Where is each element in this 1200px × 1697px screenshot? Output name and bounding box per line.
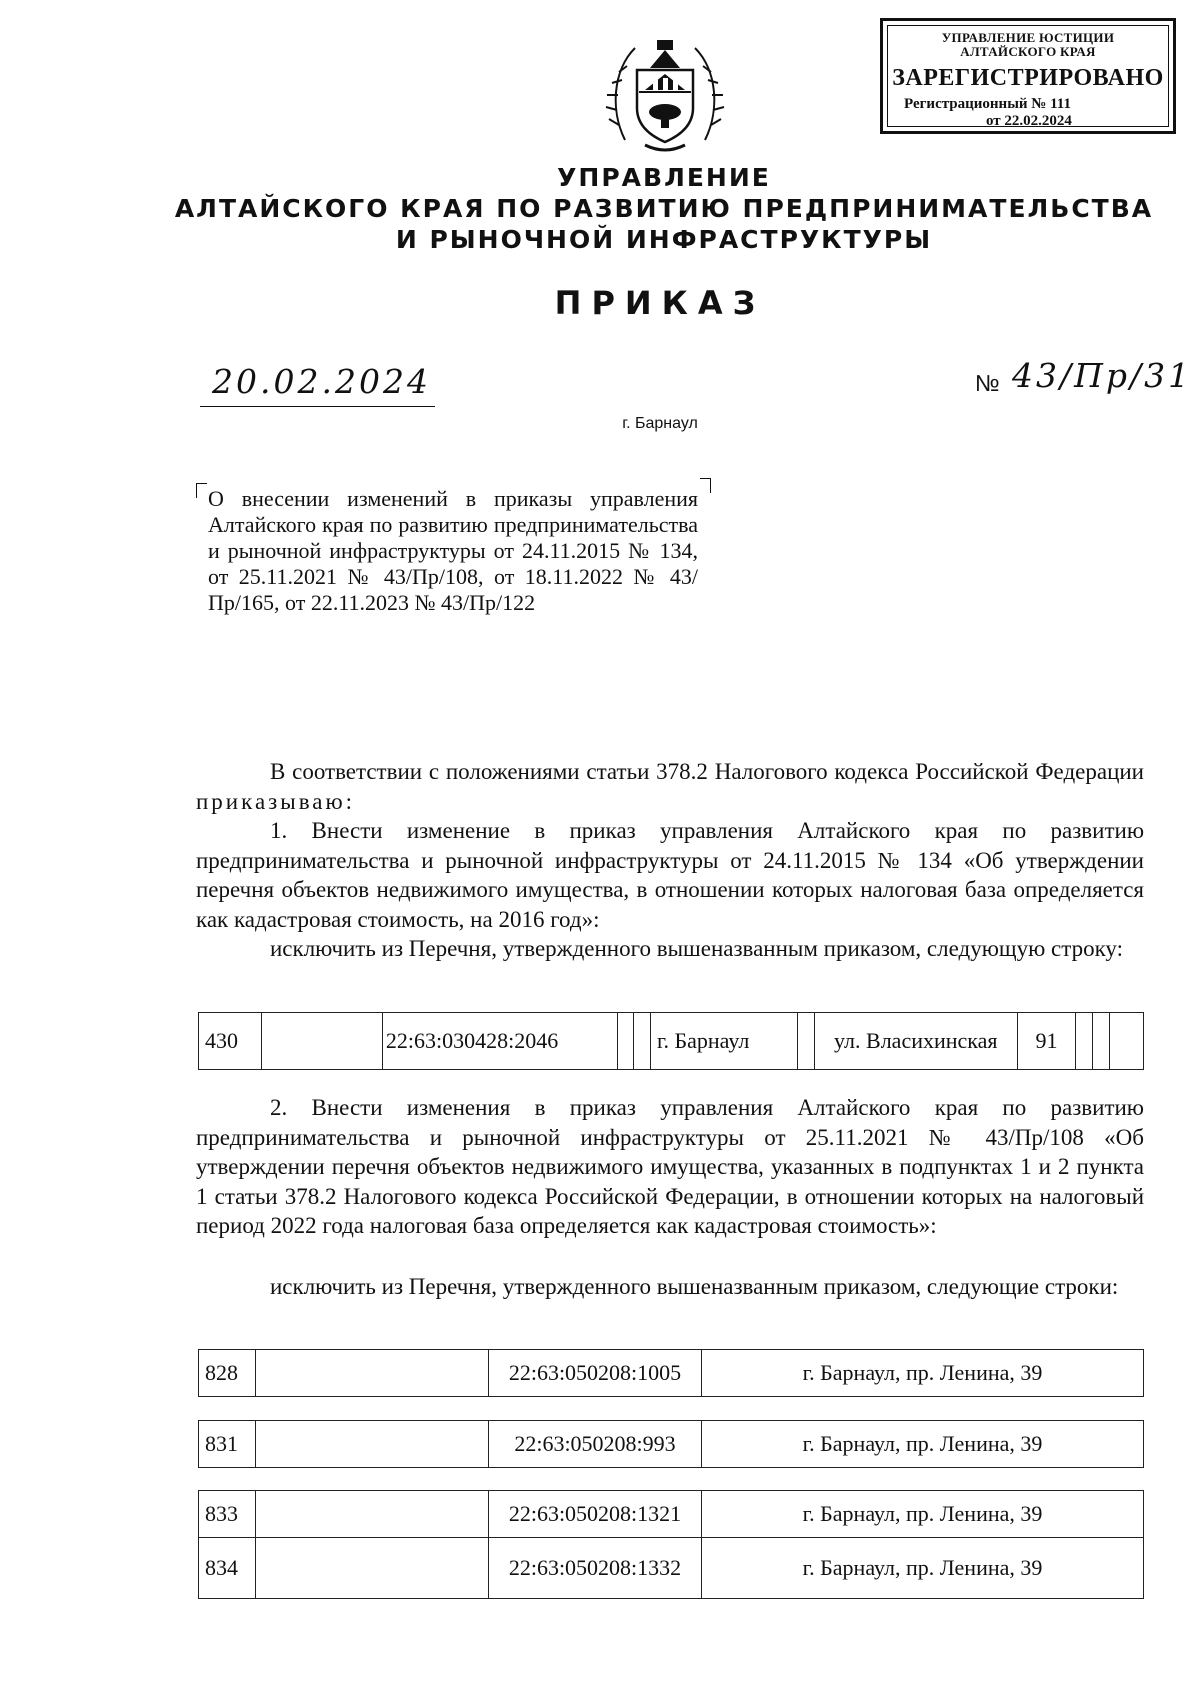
empty-cell (1109, 1013, 1143, 1070)
city-cell: г. Барнаул (650, 1013, 797, 1070)
empty-cell (798, 1013, 815, 1070)
table-item2-row1 (198, 1349, 1144, 1397)
stamp-line1: УПРАВЛЕНИЕ ЮСТИЦИИ (941, 30, 1115, 45)
stamp-reg-number: Регистрационный № 111 (904, 96, 1071, 112)
subject-corner-left (196, 483, 207, 498)
empty-cell (1076, 1013, 1093, 1070)
coat-of-arms-emblem (605, 30, 725, 160)
row-number: 430 (199, 1013, 262, 1070)
item1-paragraph: 1. Внести изменение в приказ управления Алтайского края по развитию предпринимательства и рыночной инфраструктуры от 24.11.2015 № 134 «Об утверждении перечня объектов недвижимого имущества, в отношении которых налоговая база определяется как кадастровая стоимость, на 2016 год»: (196, 818, 1144, 932)
stamp-details (904, 96, 1168, 130)
item2-paragraph: 2. Внести изменения в приказ управления Алтайского края по развитию предпринимательства и рыночной инфраструктуры от 25.11.2021 № 43/Пр/108 «Об утверждении перечня объектов недвижимого имущества, указанных в подпунктах 1 и 2 пункта 1 статьи 378.2 Налогового кодекса Российской Федерации, в отношении которых на налоговый период 2022 года налоговая база определяется как кадастровая стоимость»: (196, 1095, 1144, 1238)
table-row (199, 1538, 1144, 1599)
table-item2-rows3-4 (198, 1490, 1144, 1599)
table-item2-row2 (198, 1420, 1144, 1468)
registration-stamp (880, 18, 1176, 134)
handwritten-date: 20.02.2024 (212, 362, 431, 401)
empty-cell (262, 1013, 383, 1070)
intro-colon: : (345, 788, 353, 814)
empty-cell (256, 1538, 489, 1599)
stamp-line2: АЛТАЙСКОГО КРАЯ (960, 44, 1096, 59)
table-row (199, 1350, 1144, 1397)
cadastral-number: 22:63:050208:1321 (489, 1491, 702, 1538)
subject-corner-right (700, 478, 711, 493)
table-row (199, 1491, 1144, 1538)
stamp-title: ЗАРЕГИСТРИРОВАНО (892, 65, 1164, 91)
address-cell: г. Барнаул, пр. Ленина, 39 (702, 1491, 1144, 1538)
address-cell: г. Барнаул, пр. Ленина, 39 (702, 1538, 1144, 1599)
stamp-authority (888, 31, 1168, 59)
row-number: 828 (199, 1350, 256, 1397)
empty-cell (1092, 1013, 1109, 1070)
number-prefix: № (975, 370, 1000, 396)
intro-decree-word: приказываю (196, 788, 346, 814)
handwritten-number: 43/Пр/31 (1012, 356, 1193, 395)
cadastral-number: 22:63:050208:1005 (489, 1350, 702, 1397)
stamp-reg-date: от 22.02.2024 (986, 113, 1072, 129)
document-type-title: ПРИКАЗ (554, 284, 766, 322)
table-item1 (198, 1012, 1144, 1070)
org-name-line2: АЛТАЙСКОГО КРАЯ ПО РАЗВИТИЮ ПРЕДПРИНИМАТЕЛЬСТВА (174, 194, 1154, 223)
item1-action: исключить из Перечня, утвержденного вышеназванным приказом, следующую строку: (270, 936, 1123, 961)
city-label: г. Барнаул (622, 415, 698, 432)
row-number: 831 (199, 1421, 256, 1468)
item2-action: исключить из Перечня, утвержденного вышеназванным приказом, следующие строки: (270, 1274, 1119, 1299)
org-name-line3: И РЫНОЧНОЙ ИНФРАСТРУКТУРЫ (395, 225, 933, 254)
address-cell: г. Барнаул, пр. Ленина, 39 (702, 1350, 1144, 1397)
org-name-line1: УПРАВЛЕНИЕ (557, 163, 771, 192)
empty-cell (256, 1421, 489, 1468)
intro-text: В соответствии с положениями статьи 378.2 Налогового кодекса Российской Федерации (270, 759, 1144, 784)
cadastral-number: 22:63:050208:1332 (489, 1538, 702, 1599)
empty-cell (634, 1013, 651, 1070)
cadastral-number: 22:63:050208:993 (489, 1421, 702, 1468)
house-cell: 91 (1017, 1013, 1076, 1070)
order-subject: О внесении изменений в приказы управления Алтайского края по развитию предпринимательства и рыночной инфраструктуры от 24.11.2015 № 134, от 25.11.2021 № 43/Пр/108, от 18.11.2022 № 43/Пр/165, от 22.11.2023 № 43/Пр/122 (208, 486, 698, 615)
date-field (200, 362, 435, 407)
row-number: 833 (199, 1491, 256, 1538)
empty-cell (256, 1491, 489, 1538)
cadastral-number: 22:63:030428:2046 (382, 1013, 617, 1070)
row-number: 834 (199, 1538, 256, 1599)
street-cell: ул. Власихинская (814, 1013, 1017, 1070)
table-row (199, 1421, 1144, 1468)
address-cell: г. Барнаул, пр. Ленина, 39 (702, 1421, 1144, 1468)
empty-cell (617, 1013, 634, 1070)
intro-paragraph (196, 757, 1144, 816)
empty-cell (256, 1350, 489, 1397)
table-row (199, 1013, 1144, 1070)
